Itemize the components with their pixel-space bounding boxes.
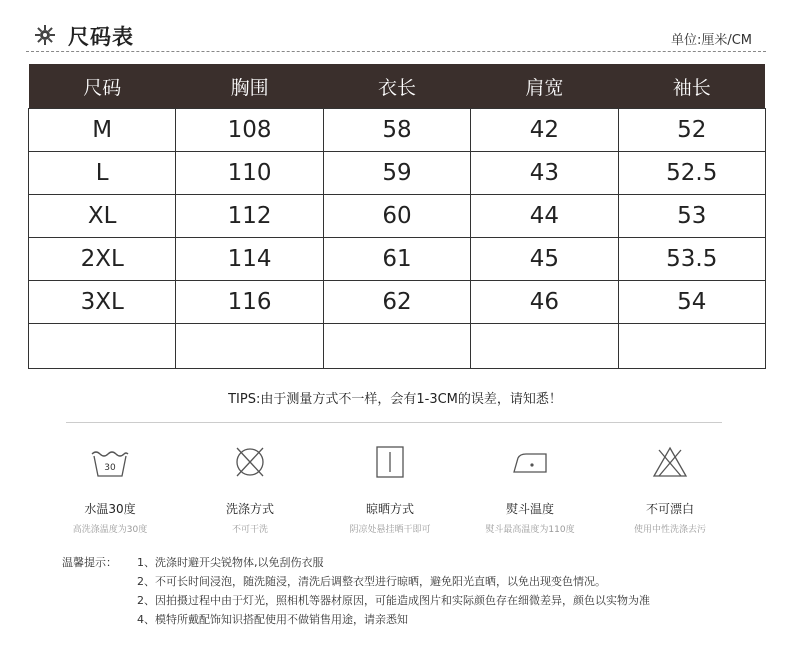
header — [26, 18, 766, 52]
table-row — [29, 109, 766, 152]
table-row — [29, 195, 766, 238]
table-cell: 46 — [471, 281, 618, 324]
table-row — [29, 152, 766, 195]
wash-temp-badge: 30 — [104, 463, 116, 473]
table-cell — [471, 324, 618, 369]
column-header-shoulder: 肩宽 — [471, 64, 618, 109]
table-cell: 110 — [176, 152, 323, 195]
table-cell: 61 — [323, 238, 470, 281]
notes-label: 温馨提示： — [62, 556, 117, 569]
table-row-empty — [29, 324, 766, 369]
care-subtitle: 使用中性洗涤去污 — [633, 525, 706, 535]
table-cell — [323, 324, 470, 369]
table-cell: 116 — [176, 281, 323, 324]
unit-label: 单位:厘米/CM — [670, 33, 752, 48]
care-subtitle: 不可干洗 — [231, 525, 268, 535]
table-cell — [29, 324, 176, 369]
care-section — [40, 438, 740, 538]
table-cell: M — [29, 109, 176, 152]
note-item: 4、模特所戴配饰知识搭配使用不做销售用途，请亲悉知 — [137, 613, 408, 626]
table-row — [29, 238, 766, 281]
care-title: 洗涤方式 — [225, 502, 274, 516]
no-dry-clean-icon — [230, 444, 270, 480]
table-cell: 2XL — [29, 238, 176, 281]
table-cell: 3XL — [29, 281, 176, 324]
no-bleach-icon — [650, 444, 690, 480]
care-title: 水温30度 — [84, 502, 136, 516]
care-title: 熨斗温度 — [505, 502, 554, 516]
note-item: 2、不可长时间浸泡，随洗随浸，清洗后调整衣型进行晾晒，避免阳光直晒，以免出现变色情况。 — [137, 575, 606, 588]
table-cell: 54 — [618, 281, 765, 324]
table-cell: 44 — [471, 195, 618, 238]
gear-icon — [34, 24, 56, 46]
drip-dry-icon — [370, 444, 410, 480]
table-cell: 43 — [471, 152, 618, 195]
header-divider — [26, 51, 766, 52]
care-subtitle: 熨斗最高温度为110度 — [485, 525, 575, 535]
table-row — [29, 281, 766, 324]
table-cell: 62 — [323, 281, 470, 324]
care-subtitle: 高洗涤温度为30度 — [72, 525, 148, 535]
table-cell: 114 — [176, 238, 323, 281]
table-cell: 59 — [323, 152, 470, 195]
note-item: 2、因拍摄过程中由于灯光，照相机等器材原因，可能造成图片和实际颜色存在细微差异，颜色以实物为准 — [137, 594, 650, 607]
care-title: 晾晒方式 — [365, 502, 414, 516]
table-header-row — [29, 64, 766, 109]
table-cell: 108 — [176, 109, 323, 152]
size-table — [28, 64, 766, 369]
column-header-size: 尺码 — [29, 64, 176, 109]
table-cell: L — [29, 152, 176, 195]
table-cell: 42 — [471, 109, 618, 152]
table-cell: 53 — [618, 195, 765, 238]
column-header-chest: 胸围 — [176, 64, 323, 109]
table-cell: 60 — [323, 195, 470, 238]
tips-divider — [66, 422, 722, 423]
column-header-length: 衣长 — [323, 64, 470, 109]
care-subtitle: 阴凉处悬挂晒干即可 — [349, 525, 431, 535]
table-cell — [176, 324, 323, 369]
table-cell: 52 — [618, 109, 765, 152]
table-cell: XL — [29, 195, 176, 238]
table-cell: 53.5 — [618, 238, 765, 281]
table-cell — [618, 324, 765, 369]
tips-text: TIPS:由于测量方式不一样，会有1-3CM的误差，请知悉！ — [228, 392, 562, 407]
note-item: 1、洗涤时避开尖锐物体,以免刮伤衣服 — [137, 556, 324, 569]
wash-30-icon — [90, 444, 130, 480]
column-header-sleeve: 袖长 — [618, 64, 765, 109]
table-cell: 112 — [176, 195, 323, 238]
table-cell: 58 — [323, 109, 470, 152]
care-title: 不可漂白 — [645, 502, 694, 516]
table-cell: 45 — [471, 238, 618, 281]
page-title: 尺码表 — [68, 25, 134, 49]
table-cell: 52.5 — [618, 152, 765, 195]
iron-icon — [510, 444, 550, 480]
